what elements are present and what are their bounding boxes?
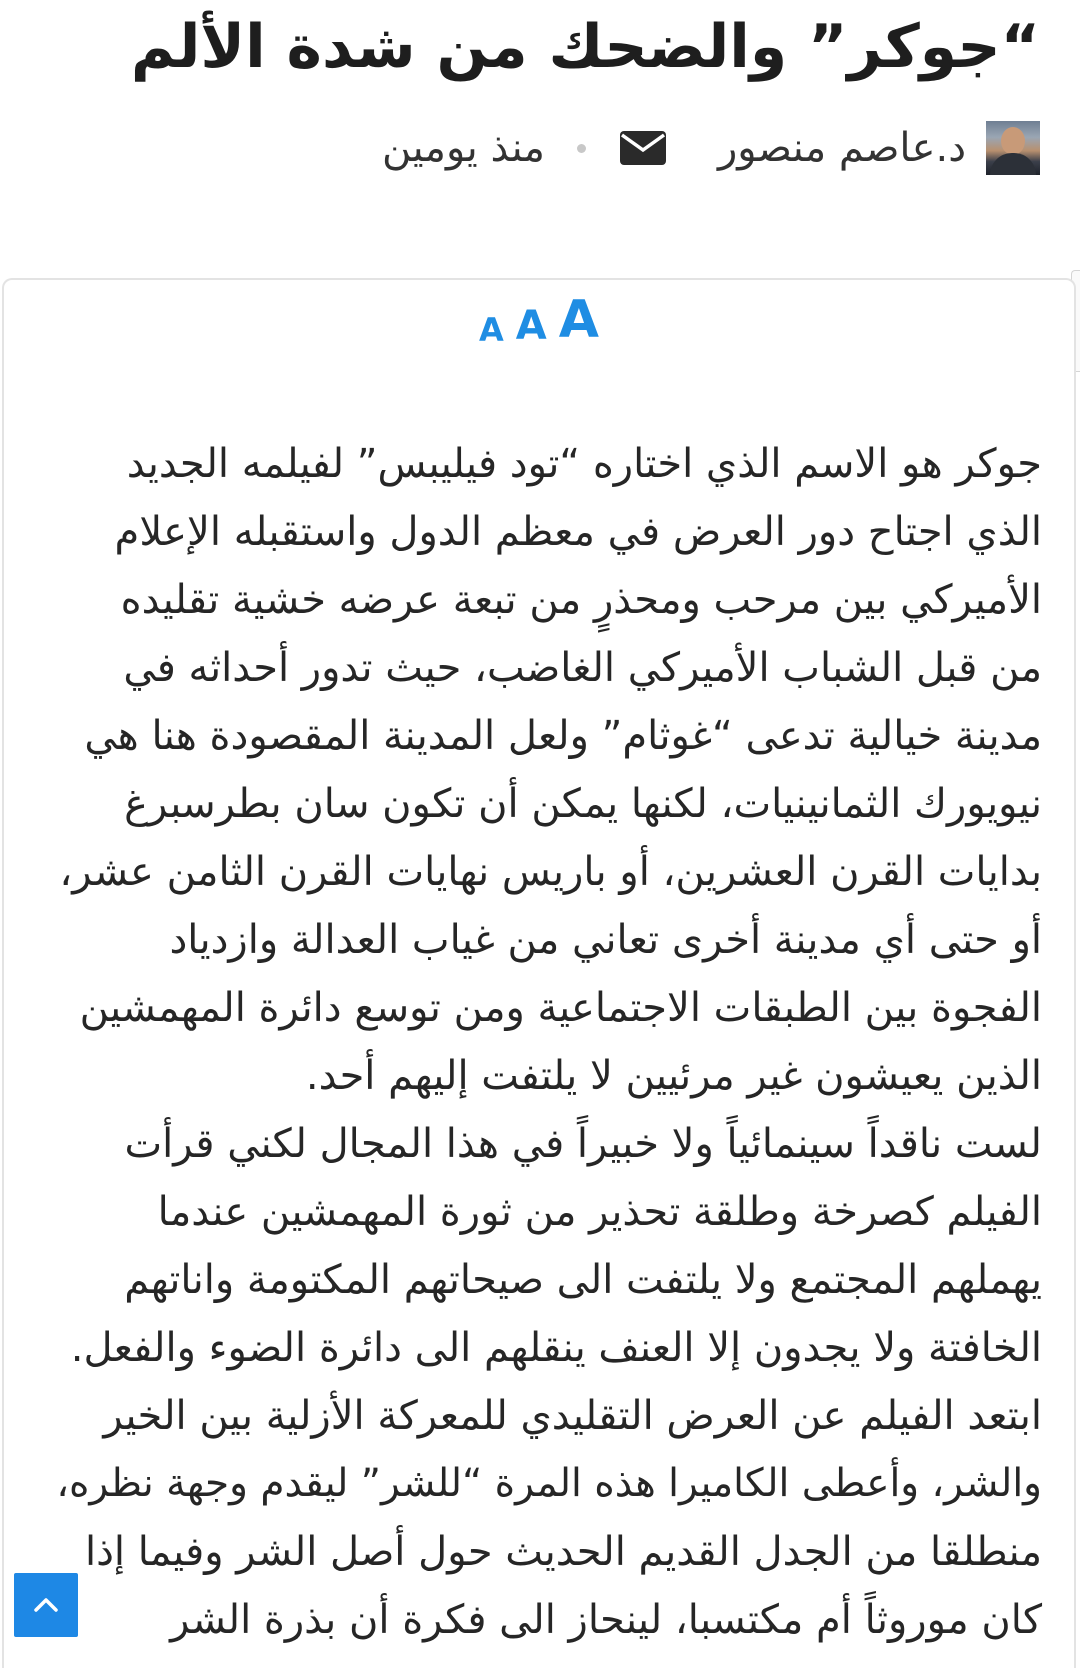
body-line: نيويورك الثمانينيات، لكنها يمكن أن تكون سان بطرسبرغ [124,781,1042,827]
body-line: أو حتى أي مدينة أخرى تعاني من غياب العدالة وازدياد [169,917,1042,963]
font-size-controls [4,290,1074,350]
body-line: من قبل الشباب الأميركي الغاضب، حيث تدور أحداثه في [123,645,1042,691]
body-line: والشر، وأعطى الكاميرا هذه المرة “للشر” ليقدم وجهة نظره، [56,1461,1042,1506]
body-line: لست ناقداً سينمائياً ولا خبيراً في هذا المجال لكني قرأت [124,1121,1042,1167]
body-line: مدينة خيالية تدعى “غوثام” ولعل المدينة المقصودة هنا هي [84,713,1042,759]
body-line: الأميركي بين مرحب ومحذرٍ من تبعة عرضه خشية تقليده [120,577,1042,623]
author-name[interactable]: د.عاصم منصور [717,125,966,171]
article-meta [382,118,1040,178]
body-line: الفيلم كصرخة وطلقة تحذير من ثورة المهمشين عندما [157,1189,1042,1235]
body-line: الخافتة ولا يجدون إلا العنف ينقلهم الى دائرة الضوء والفعل. [70,1325,1042,1371]
body-line: بدايات القرن العشرين، أو باريس نهايات القرن الثامن عشر، [59,849,1042,895]
body-line: الفجوة بين الطبقات الاجتماعية ومن توسع دائرة المهمشين [79,985,1042,1031]
article-body [40,430,1042,1654]
article-title: “جوكر” والضحك من شدة الألم [130,12,1040,82]
meta-separator [577,144,586,153]
article-date: منذ يومين [382,125,545,171]
body-line: كان موروثاً أم مكتسبا، لينحاز الى فكرة أن بذرة الشر [170,1597,1042,1643]
font-size-small-button[interactable]: A [479,311,504,349]
body-line: يهملهم المجتمع ولا يلتفت الى صيحاتهم المكتومة واناتهم [124,1257,1042,1303]
body-line: الذين يعيشون غير مرئيين لا يلتفت إليهم أحد. [305,1053,1042,1099]
font-size-large-button[interactable]: A [558,290,599,350]
body-line: منطلقا من الجدل القديم الحديث حول أصل الشر وفيما إذا [84,1529,1042,1575]
author-avatar[interactable] [986,121,1040,175]
mail-icon[interactable] [620,131,666,165]
article-header [0,0,1080,278]
body-line: ابتعد الفيلم عن العرض التقليدي للمعركة الأزلية بين الخير [103,1393,1042,1439]
font-size-medium-button[interactable]: A [515,303,547,349]
chevron-up-icon [33,1597,59,1613]
scroll-to-top-button[interactable] [14,1573,78,1637]
body-line: الذي اجتاح دور العرض في معظم الدول واستقبله الإعلام [114,509,1042,555]
body-line: جوكر هو الاسم الذي اختاره “تود فيليبس” لفيلمه الجديد [126,441,1042,487]
